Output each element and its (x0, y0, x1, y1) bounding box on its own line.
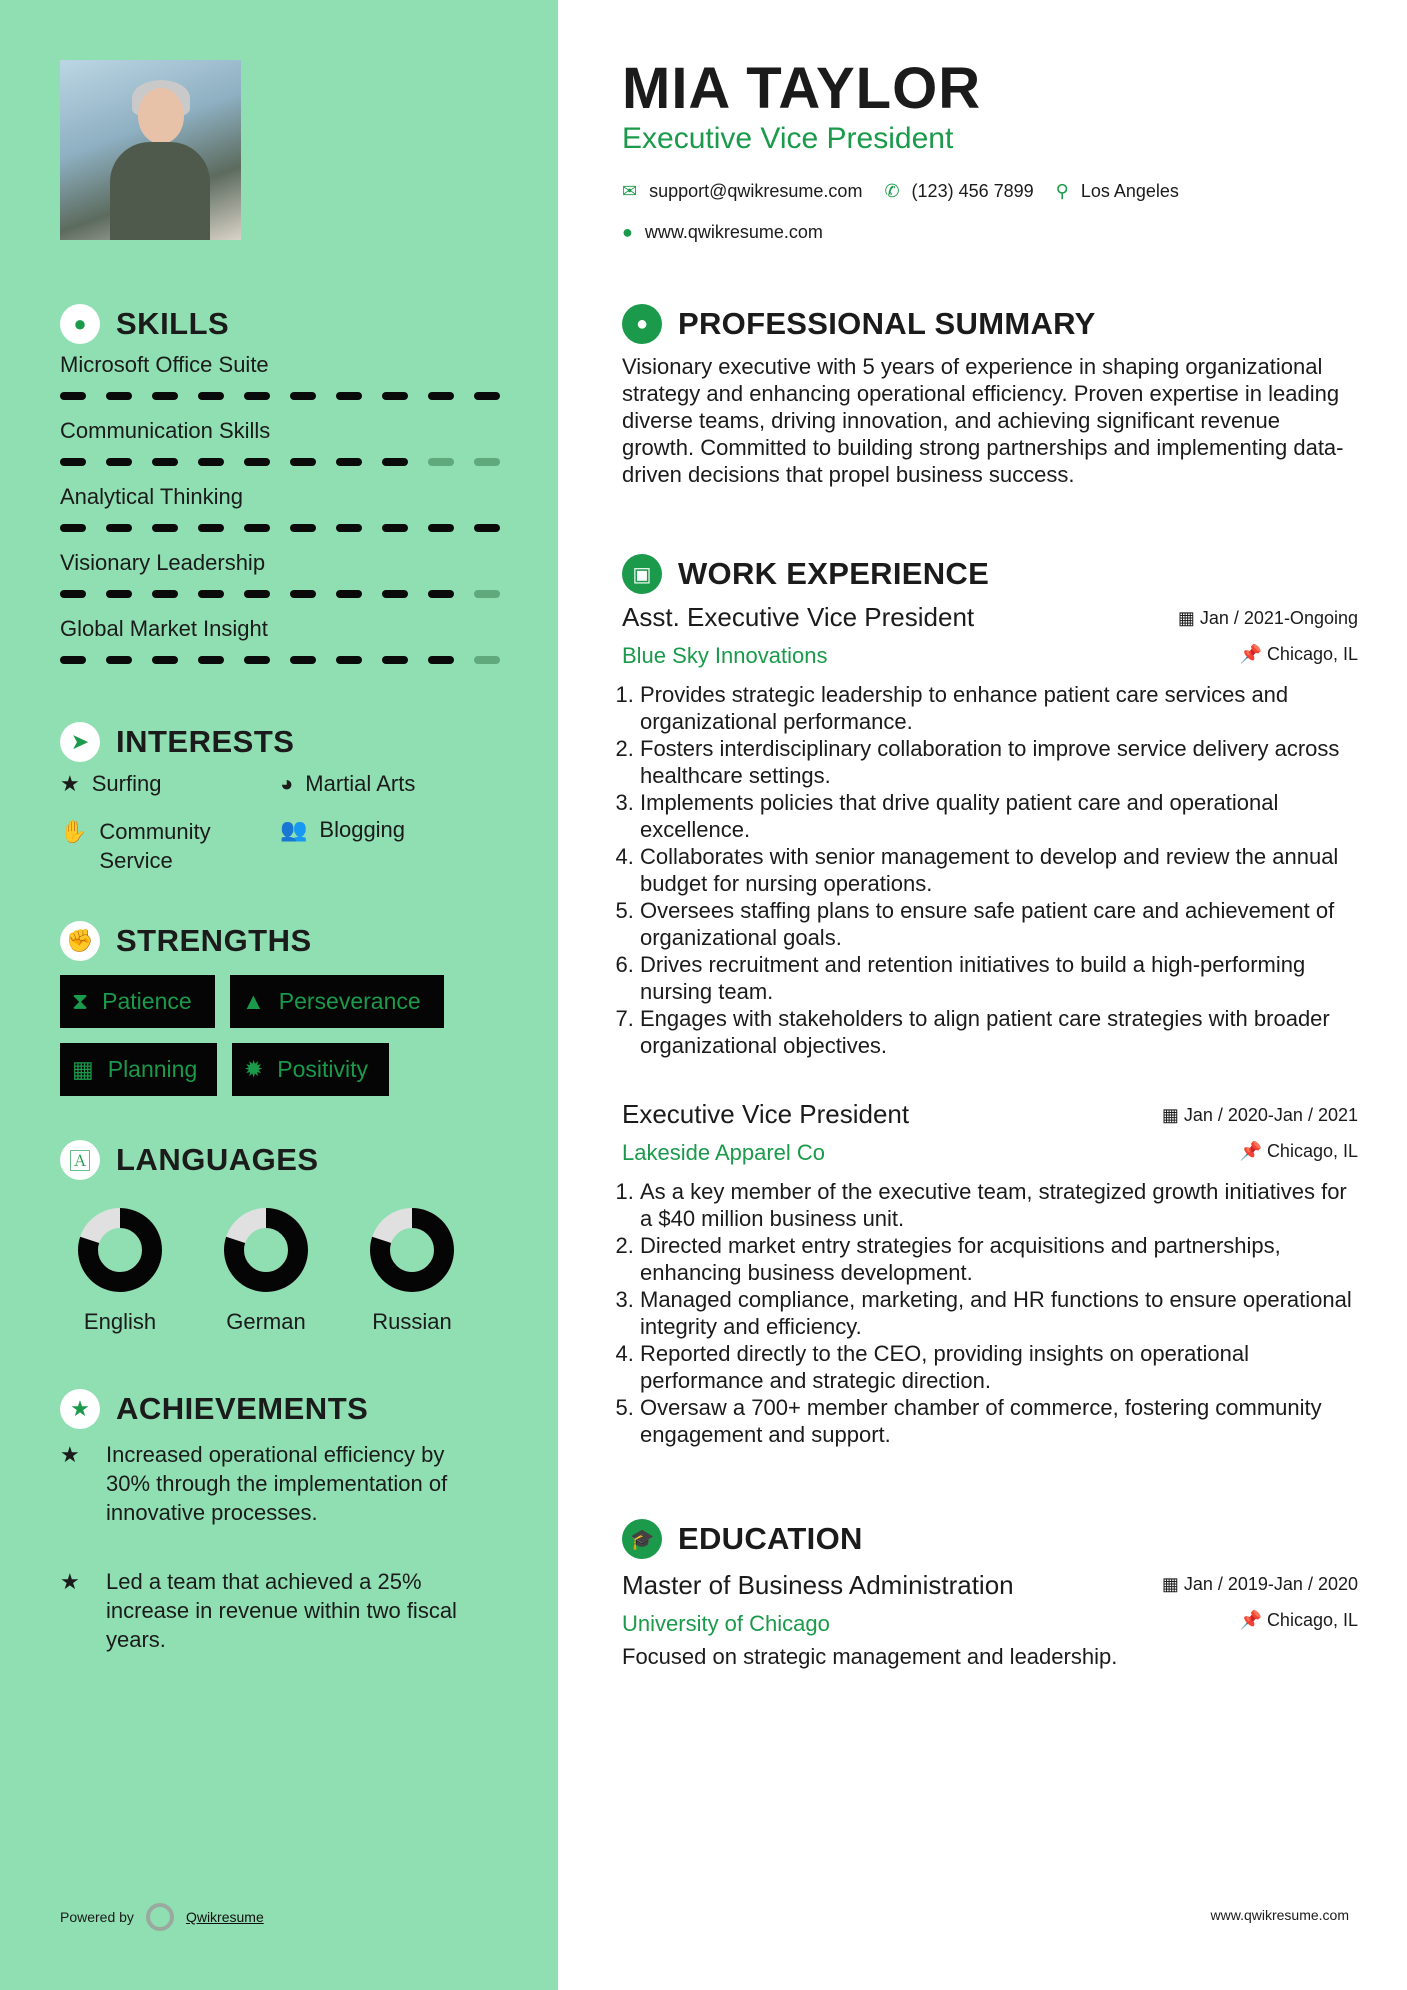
work-heading (622, 554, 989, 594)
dates-text: Jan / 2021-Ongoing (1199, 608, 1358, 628)
skill-level-segment (152, 392, 178, 400)
strength-tag (60, 975, 215, 1028)
education-dates: ▦ Jan / 2019-Jan / 2020 (1161, 1574, 1358, 1594)
strength-tag (232, 1043, 389, 1096)
skill-level-segment (428, 392, 454, 400)
skill-level-segment (336, 392, 362, 400)
website[interactable]: www.qwikresume.com (644, 222, 823, 242)
skill-level-segment (474, 524, 500, 532)
summary-heading (622, 304, 1096, 344)
skill-level-segment (106, 392, 132, 400)
company: Blue Sky Innovations (622, 643, 828, 668)
language-item (357, 1205, 467, 1335)
skill-level-segment (244, 524, 270, 532)
education-title: EDUCATION (678, 1521, 863, 1556)
skill-item (60, 550, 500, 598)
hourglass-icon: ⧗ (72, 988, 89, 1014)
skill-item (60, 352, 500, 400)
strength-label: Positivity (277, 1056, 369, 1082)
job-position: Executive Vice President (622, 1099, 910, 1129)
skill-level-segment (152, 458, 178, 466)
education-location: 📌 Chicago, IL (1239, 1610, 1358, 1630)
job-location: 📌 Chicago, IL (1239, 1141, 1358, 1161)
strengths-title: STRENGTHS (116, 923, 312, 958)
skill-level-segment (198, 458, 224, 466)
skill-level-segment (244, 392, 270, 400)
company: Lakeside Apparel Co (622, 1140, 826, 1165)
strength-tag (60, 1043, 217, 1096)
job-bullet: 4. Collaborates with senior management to develop and review the annual budget for nursing operations. (640, 843, 1358, 897)
work-title: WORK EXPERIENCE (678, 556, 990, 591)
calendar-icon: ▦ (72, 1056, 94, 1082)
skill-level-bar (60, 524, 500, 532)
contact-row (622, 181, 1358, 202)
job-bullet: 5. Oversaw a 700+ member chamber of commerce, fostering community engagement and support. (640, 1394, 1358, 1448)
skill-level-segment (106, 590, 132, 598)
job-bullet: 3. Managed compliance, marketing, and HR functions to ensure operational integrity and efficiency. (640, 1286, 1358, 1340)
job-bullet: 7. Engages with stakeholders to align patient care strategies with broader organizational objectives. (640, 1005, 1358, 1059)
skill-level-segment (244, 656, 270, 664)
skill-level-segment (474, 656, 500, 664)
star-badge-icon: ★ (60, 1389, 100, 1429)
skill-level-segment (290, 656, 316, 664)
job-position: Asst. Executive Vice President (622, 602, 975, 632)
chair-icon: ▣ (622, 554, 662, 594)
interest-item (60, 771, 161, 797)
language-name: Russian (372, 1309, 452, 1334)
star-icon: ★ (60, 771, 80, 796)
job-location: 📌 Chicago, IL (1239, 644, 1358, 664)
school: University of Chicago (622, 1611, 830, 1636)
skill-level-segment (60, 656, 86, 664)
skill-level-segment (152, 524, 178, 532)
skill-name: Microsoft Office Suite (60, 352, 269, 377)
skill-level-segment (290, 392, 316, 400)
interest-label: Martial Arts (305, 771, 416, 796)
road-icon: ▲ (242, 988, 265, 1014)
skill-item (60, 484, 500, 532)
skill-level-segment (60, 392, 86, 400)
strength-tag (230, 975, 444, 1028)
sun-icon: ✹ (244, 1056, 264, 1082)
job-dates: ▦ Jan / 2020-Jan / 2021 (1161, 1105, 1358, 1125)
skill-level-segment (382, 392, 408, 400)
skill-name: Communication Skills (60, 418, 271, 443)
graduate-icon: 🎓 (622, 1519, 662, 1559)
skills-title: SKILLS (116, 306, 230, 341)
language-name: German (226, 1309, 306, 1334)
interests-heading (60, 722, 294, 762)
skill-level-segment (382, 656, 408, 664)
skill-level-segment (244, 590, 270, 598)
language-item (211, 1205, 321, 1335)
globe-icon: ◕ (280, 771, 294, 796)
skill-level-bar (60, 656, 500, 664)
skill-level-segment (428, 656, 454, 664)
skill-level-bar (60, 590, 500, 598)
interests-title: INTERESTS (116, 724, 295, 759)
skill-level-segment (198, 524, 224, 532)
skill-level-segment (474, 392, 500, 400)
profile-photo (60, 60, 241, 240)
powered-by (60, 1903, 264, 1931)
skill-level-segment (382, 524, 408, 532)
phone-icon: ✆ (884, 181, 900, 201)
hand-icon: ✋ (60, 819, 88, 844)
strengths-heading (60, 921, 312, 961)
skills-heading (60, 304, 229, 344)
location-text: Chicago, IL (1266, 644, 1358, 664)
location-text: Chicago, IL (1266, 1610, 1358, 1630)
skill-level-segment (336, 524, 362, 532)
languages-title: LANGUAGES (116, 1142, 319, 1177)
achievements-title: ACHIEVEMENTS (116, 1391, 369, 1426)
skill-level-segment (382, 458, 408, 466)
skill-level-segment (474, 458, 500, 466)
job-bullets (622, 1178, 1358, 1448)
phone: (123) 456 7899 (911, 181, 1034, 201)
skill-level-segment (60, 524, 86, 532)
name: MIA TAYLOR (622, 56, 982, 121)
skill-level-segment (290, 590, 316, 598)
strength-label: Patience (102, 988, 192, 1014)
website-row (622, 222, 1358, 243)
sidebar (0, 0, 558, 1990)
education-heading (622, 1519, 863, 1559)
translate-icon: 🄰 (60, 1140, 100, 1180)
language-donut (75, 1205, 165, 1295)
star-icon: ★ (60, 1442, 80, 1467)
qwikresume-logo-icon (146, 1903, 174, 1931)
skill-level-segment (336, 656, 362, 664)
job-bullet: 6. Drives recruitment and retention initiatives to build a high-performing nursing team. (640, 951, 1358, 1005)
skill-level-segment (106, 524, 132, 532)
job-bullet: 1. As a key member of the executive team, strategized growth initiatives for a $40 million business unit. (640, 1178, 1358, 1232)
skill-item (60, 616, 500, 664)
achievement-text: Led a team that achieved a 25% increase in revenue within two fiscal years. (106, 1569, 457, 1652)
education-entry (622, 1570, 1358, 1670)
skill-level-segment (198, 392, 224, 400)
location-icon: ⚲ (1055, 181, 1069, 201)
job-bullet: 5. Oversees staffing plans to ensure safe patient care and achievement of organizational goals. (640, 897, 1358, 951)
footer-website[interactable]: www.qwikresume.com (1210, 1907, 1349, 1923)
interest-label: Blogging (319, 817, 406, 842)
strength-label: Perseverance (278, 988, 421, 1014)
mail-icon: ✉ (622, 181, 638, 201)
achievements-heading (60, 1389, 368, 1429)
dates-text: Jan / 2020-Jan / 2021 (1183, 1105, 1358, 1125)
skill-item (60, 418, 500, 466)
interest-item (280, 771, 415, 797)
skill-level-segment (198, 656, 224, 664)
skill-level-bar (60, 392, 500, 400)
skill-level-segment (290, 458, 316, 466)
job-bullets (622, 681, 1358, 1059)
language-item (65, 1205, 175, 1335)
job-title: Executive Vice President (622, 122, 954, 155)
skill-level-segment (428, 590, 454, 598)
interest-label: Surfing (91, 771, 162, 796)
powered-by-label: Powered by (60, 1909, 134, 1925)
skill-level-segment (152, 656, 178, 664)
summary-text: Visionary executive with 5 years of experience in shaping organizational strategy and enhancing operational efficiency. Proven expertise in leading diverse teams, driving innovation, and achieving significant revenue growth. Committed to building strong partnerships and implementing data-driven decisions that propel business success. (622, 354, 1344, 487)
skill-level-segment (60, 590, 86, 598)
languages-heading (60, 1140, 319, 1180)
location: Los Angeles (1080, 181, 1179, 201)
users-icon: 👥 (280, 817, 308, 842)
skill-level-segment (336, 458, 362, 466)
skill-level-segment (428, 458, 454, 466)
interest-item (60, 817, 240, 875)
skill-level-segment (382, 590, 408, 598)
paper-plane-icon: ➤ (60, 722, 100, 762)
education-text: Focused on strategic management and leadership. (622, 1644, 1118, 1669)
skill-level-segment (244, 458, 270, 466)
skill-level-segment (152, 590, 178, 598)
location-text: Chicago, IL (1266, 1141, 1358, 1161)
summary-title: PROFESSIONAL SUMMARY (678, 306, 1096, 341)
job-dates: ▦ Jan / 2021-Ongoing (1177, 608, 1358, 628)
job-bullet: 2. Fosters interdisciplinary collaboration to improve service delivery across healthcare settings. (640, 735, 1358, 789)
star-icon: ★ (60, 1569, 80, 1594)
skill-level-segment (106, 656, 132, 664)
interest-item (280, 817, 405, 843)
skill-level-segment (106, 458, 132, 466)
skill-name: Visionary Leadership (60, 550, 266, 575)
job-bullet: 2. Directed market entry strategies for acquisitions and partnerships, enhancing business development. (640, 1232, 1358, 1286)
degree: Master of Business Administration (622, 1570, 1014, 1600)
achievement-text: Increased operational efficiency by 30% through the implementation of innovative processes. (106, 1442, 448, 1525)
email[interactable]: support@qwikresume.com (649, 181, 863, 201)
skill-level-segment (60, 458, 86, 466)
job-bullet: 3. Implements policies that drive quality patient care and operational excellence. (640, 789, 1358, 843)
job-entry (622, 602, 1358, 1059)
language-name: English (83, 1309, 157, 1334)
dates-text: Jan / 2019-Jan / 2020 (1183, 1574, 1358, 1594)
skill-level-segment (290, 524, 316, 532)
language-donut (221, 1205, 311, 1295)
achievement-item (60, 1567, 490, 1654)
globe-icon: ● (622, 222, 633, 242)
skill-level-bar (60, 458, 500, 466)
user-icon: ● (622, 304, 662, 344)
job-entry (622, 1099, 1358, 1448)
fist-icon: ✊ (60, 921, 100, 961)
achievement-item (60, 1440, 490, 1527)
skill-name: Analytical Thinking (60, 484, 244, 509)
strength-label: Planning (107, 1056, 198, 1082)
lightbulb-icon: ● (60, 304, 100, 344)
skill-level-segment (336, 590, 362, 598)
qwikresume-link[interactable]: Qwikresume (185, 1909, 264, 1925)
skill-level-segment (428, 524, 454, 532)
skill-name: Global Market Insight (60, 616, 268, 641)
language-donut (367, 1205, 457, 1295)
interest-label: Community Service (99, 819, 211, 873)
job-bullet: 1. Provides strategic leadership to enhance patient care services and organizational performance. (640, 681, 1358, 735)
skill-level-segment (474, 590, 500, 598)
job-bullet: 4. Reported directly to the CEO, providing insights on operational performance and strategic direction. (640, 1340, 1358, 1394)
skill-level-segment (198, 590, 224, 598)
